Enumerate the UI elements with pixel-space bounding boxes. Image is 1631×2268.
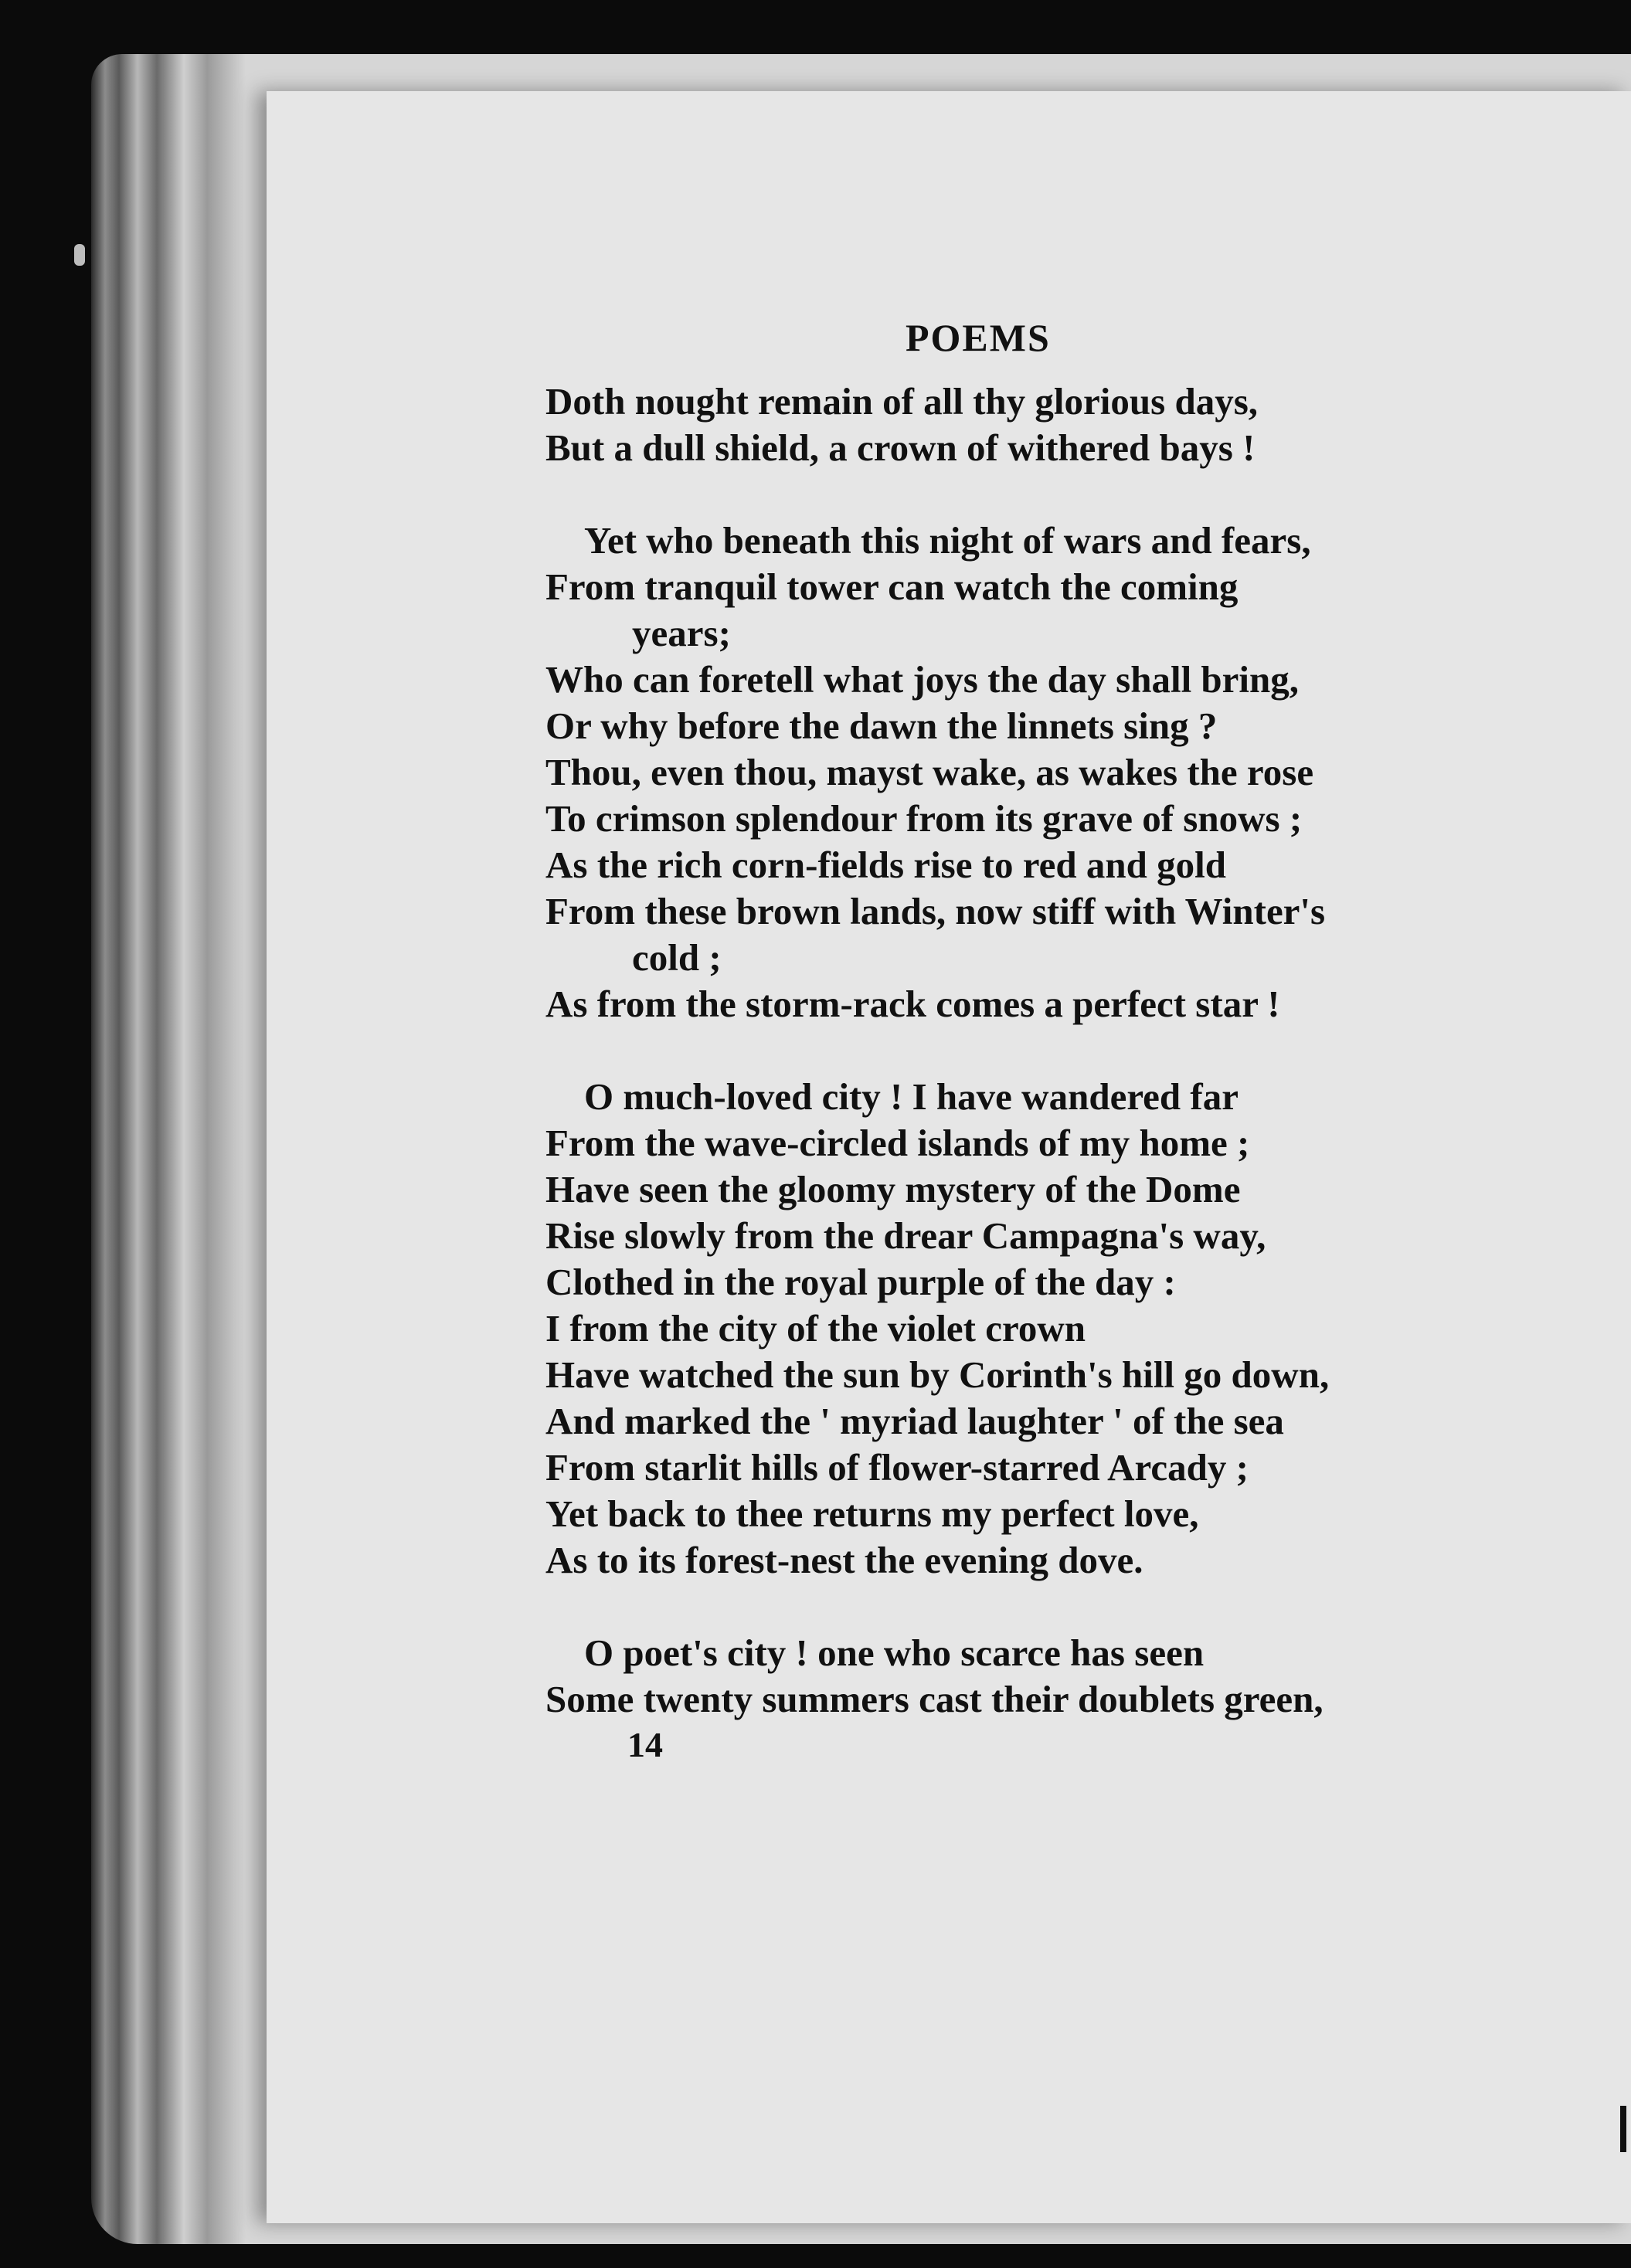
scan-speck: [74, 244, 85, 266]
poem-line: And marked the ' myriad laughter ' of the sea: [545, 1400, 1284, 1442]
poem-line: From these brown lands, now stiff with Winter's: [545, 890, 1326, 932]
poem-line: But a dull shield, a crown of withered bays !: [545, 426, 1256, 469]
poem-line: Have seen the gloomy mystery of the Dome: [545, 1168, 1241, 1210]
poem-line: To crimson splendour from its grave of snows ;: [545, 797, 1303, 840]
poem-line: O poet's city ! one who scarce has seen: [584, 1631, 1205, 1674]
poem-line: From the wave-circled islands of my home ;: [545, 1122, 1250, 1164]
poem-line: Yet back to thee returns my perfect love,: [545, 1492, 1199, 1535]
poem-line: As to its forest-nest the evening dove.: [545, 1539, 1143, 1581]
poem-line: O much-loved city ! I have wandered far: [584, 1075, 1239, 1118]
poem-line-turnover: cold ;: [632, 936, 722, 979]
stanza-gap: [545, 1027, 1411, 1074]
poem-line: Doth nought remain of all thy glorious days,: [545, 380, 1259, 423]
page-number: 14: [627, 1725, 663, 1764]
running-head: POEMS: [906, 316, 1051, 359]
poem-line: Yet who beneath this night of wars and fears,: [584, 519, 1311, 562]
poem-line: Or why before the dawn the linnets sing ?: [545, 705, 1218, 747]
poem-line: Thou, even thou, mayst wake, as wakes the rose: [545, 751, 1314, 793]
poem-line: Rise slowly from the drear Campagna's way,: [545, 1214, 1266, 1257]
poem-line-turnover: years;: [632, 612, 731, 654]
poem-line: Clothed in the royal purple of the day :: [545, 1261, 1176, 1303]
stanza-gap: [545, 1584, 1411, 1630]
stanza-gap: [545, 471, 1411, 518]
poem-line: As from the storm-rack comes a perfect star !: [545, 983, 1280, 1025]
poem-line: From starlit hills of flower-starred Arcady ;: [545, 1446, 1249, 1489]
scan-corner-mark: [1620, 2106, 1626, 2152]
poem-line: Who can foretell what joys the day shall bring,: [545, 658, 1300, 701]
poem-line: Some twenty summers cast their doublets green,: [545, 1678, 1323, 1720]
poem-line: Have watched the sun by Corinth's hill go down,: [545, 1353, 1330, 1396]
poem-line: As the rich corn-fields rise to red and gold: [545, 844, 1227, 886]
poem-line: From tranquil tower can watch the coming: [545, 565, 1239, 608]
poem-line: I from the city of the violet crown: [545, 1307, 1086, 1350]
poem-text: [545, 379, 1411, 1723]
